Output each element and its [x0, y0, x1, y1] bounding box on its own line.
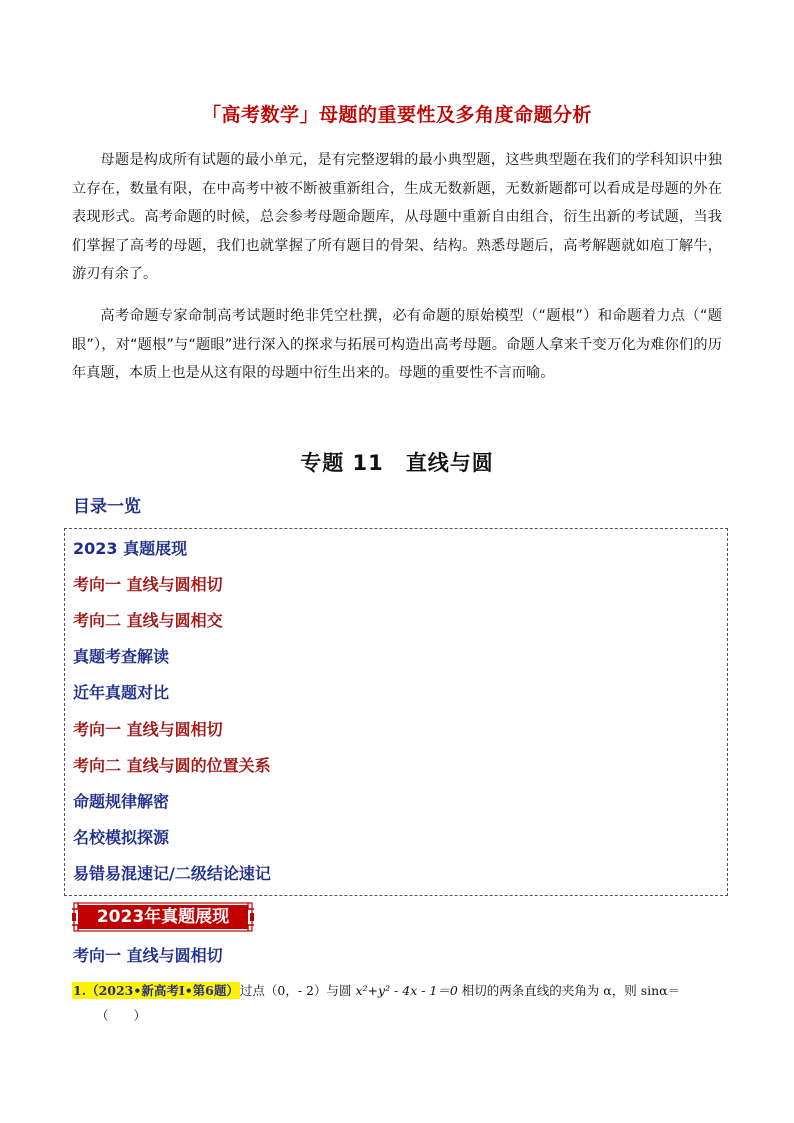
question-number-tag — [72, 982, 240, 999]
question-source: （2023•新高考Ⅰ•第6题） — [86, 983, 239, 998]
toc-item-school-mock[interactable]: 名校模拟探源 — [73, 828, 170, 847]
question-answer-blank: （ ） — [96, 1008, 147, 1023]
toc-item-error-prone-notes[interactable]: 易错易混速记/二级结论速记 — [73, 864, 271, 883]
toc-box — [64, 528, 728, 896]
section-subheading: 考向一 直线与圆相切 — [73, 946, 223, 965]
toc-item-rule-decode[interactable]: 命题规律解密 — [73, 792, 170, 811]
question-formula: x²+y² - 4x - 1＝0 — [355, 983, 458, 998]
question-text-after: 相切的两条直线的夹角为 α，则 sinα＝ — [457, 983, 681, 998]
toc-heading: 目录一览 — [73, 497, 141, 517]
toc-item-direction-1-tangent-recent[interactable]: 考向一 直线与圆相切 — [73, 720, 223, 739]
toc-item-direction-1-tangent[interactable]: 考向一 直线与圆相切 — [73, 575, 223, 594]
toc-item-2023-real-exams[interactable]: 2023 真题展现 — [73, 539, 188, 558]
toc-item-exam-analysis[interactable]: 真题考查解读 — [73, 647, 170, 666]
toc-item-direction-2-position[interactable]: 考向二 直线与圆的位置关系 — [73, 756, 271, 775]
page-title: 「高考数学」母题的重要性及多角度命题分析 — [201, 104, 592, 126]
toc-item-direction-2-intersect[interactable]: 考向二 直线与圆相交 — [73, 611, 223, 630]
question-text-before: 过点（0，- 2）与圆 — [239, 983, 356, 998]
toc-item-recent-comparison[interactable]: 近年真题对比 — [73, 683, 170, 702]
question-number: 1. — [73, 983, 87, 998]
banner-label: 2023年真题展现 — [78, 905, 248, 929]
intro-paragraph-2: 高考命题专家命制高考试题时绝非凭空杜撰，必有命题的原始模型（“题根”）和命题着力点（“题眼”），对“题根”与“题眼”进行深入的探求与拓展可构造出高考母题。命题人拿来千变万化为难你们的历年真题，本质上也是从这有限的母题中衍生出来的。母题的重要性不言而喻。 — [72, 308, 722, 381]
intro-paragraph-1: 母题是构成所有试题的最小单元，是有完整逻辑的最小典型题，这些典型题在我们的学科知识中独立存在，数量有限，在中高考中被不断被重新组合，生成无数新题，无数新题都可以看成是母题的外在表现形式。高考命题的时候，总会参考母题命题库，从母题中重新自由组合，衍生出新的考试题，当我们掌握了高考的母题，我们也就掌握了所有题目的骨架、结构。熟悉母题后，高考解题就如庖丁解牛，游刃有余了。 — [72, 152, 722, 282]
topic-title: 专题 11 直线与圆 — [300, 451, 494, 475]
question-1 — [72, 981, 732, 1001]
section-banner — [72, 901, 254, 933]
